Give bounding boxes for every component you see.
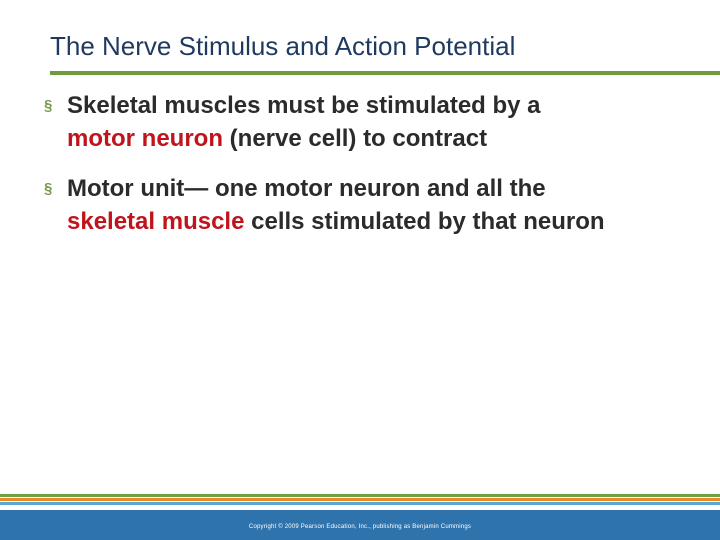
footer-stripe-orange [0,498,720,501]
slide-title: The Nerve Stimulus and Action Potential [50,31,516,61]
footer-stripes [0,494,720,506]
bullet-2-highlight-term: skeletal muscle [67,207,245,235]
bullet-item-1 [44,90,684,155]
bullet-1-text-start: Skeletal muscles must be stimulated by a [67,92,541,119]
copyright-notice: Copyright © 2009 Pearson Education, Inc., publishing as Benjamin Cummings [248,524,472,530]
bullet-item-2 [44,173,684,238]
bullet-marker-icon: § [44,180,53,197]
footer-stripe-green [0,494,720,497]
bullet-marker-icon: § [44,97,53,114]
bullet-1-text-end: (nerve cell) to contract [223,124,488,152]
title-underline [50,71,720,75]
bullet-2-text-end: cells stimulated by that neuron [244,207,605,235]
bullet-1-highlight-term: motor neuron [67,124,223,152]
bullet-text-1 [67,90,684,155]
footer-stripe-lightblue [0,502,720,505]
bullet-text-2 [67,173,684,238]
bullet-2-text-start: Motor unit— one motor neuron and all the [67,175,546,202]
